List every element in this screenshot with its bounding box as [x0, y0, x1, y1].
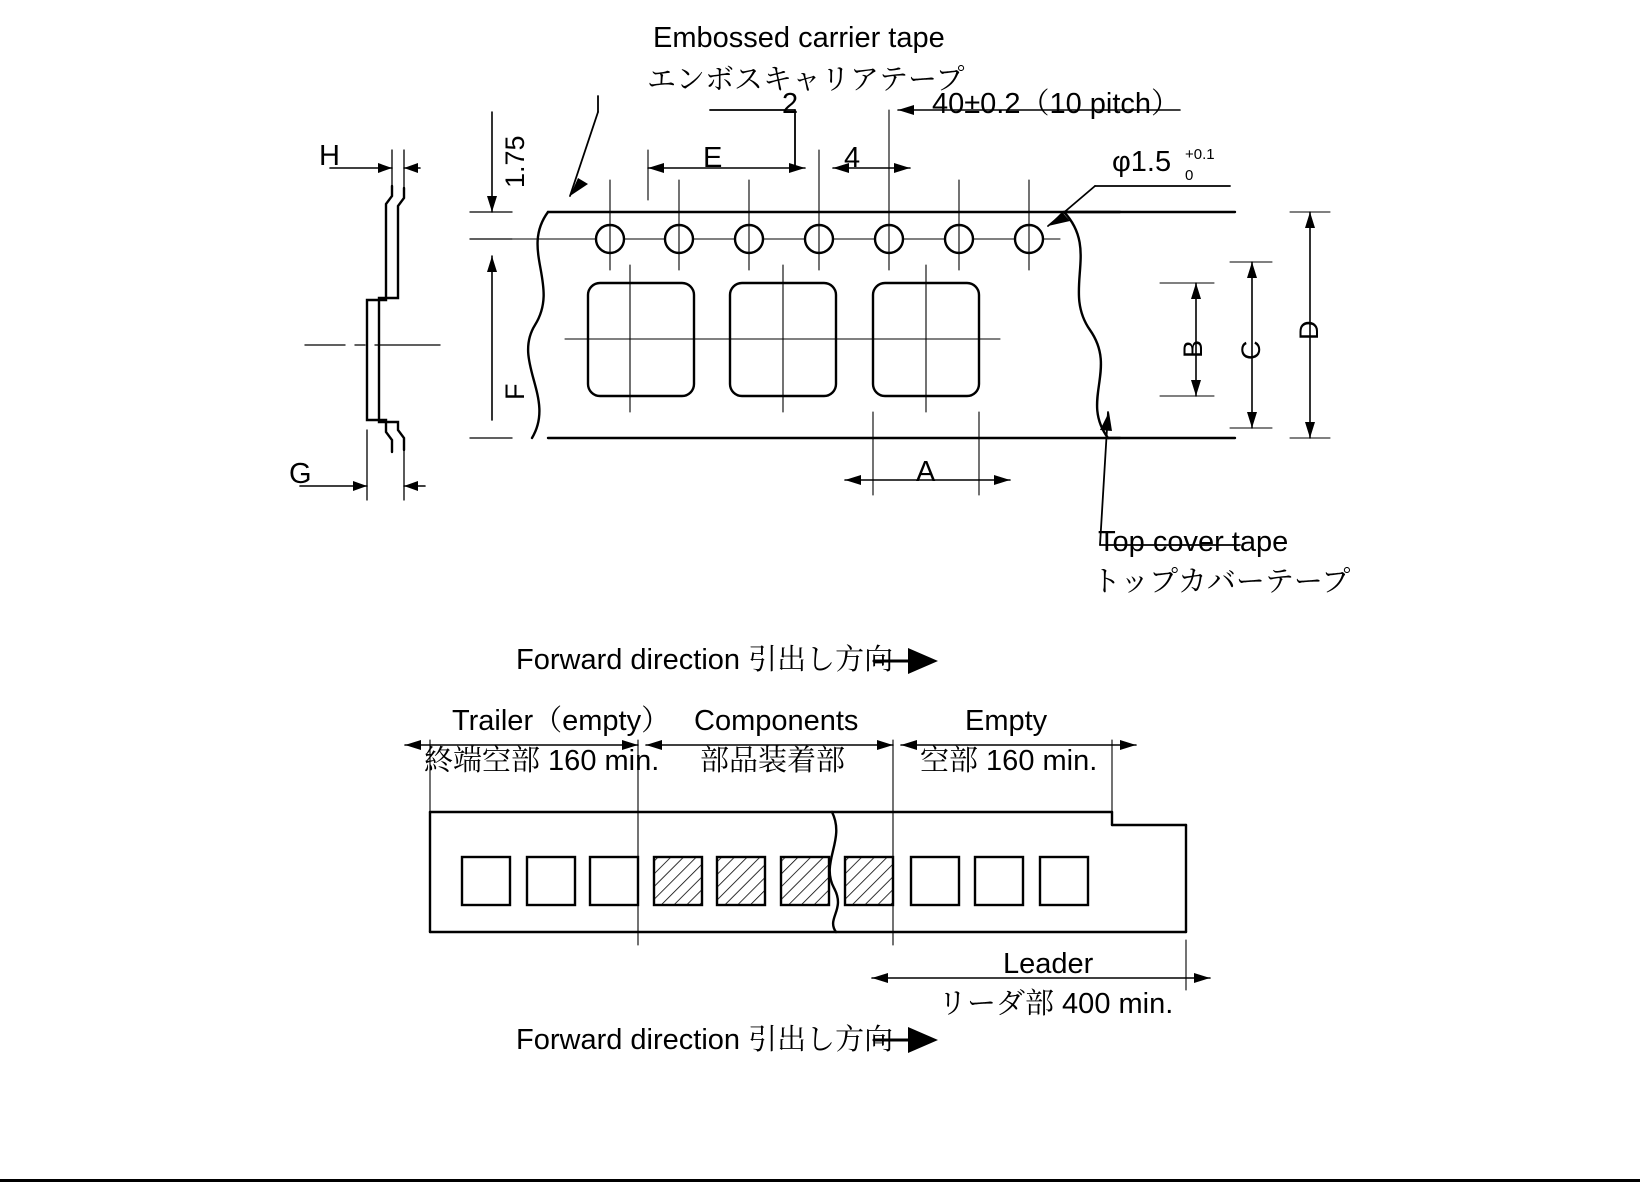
label-dim-F: F — [500, 383, 530, 400]
label-top-cover-tape-en: Top cover tape — [1098, 526, 1289, 558]
label-section-empty-en: Empty — [965, 705, 1048, 737]
label-dim-hole-diameter: φ1.5 — [1112, 146, 1172, 178]
label-dim-G: G — [289, 458, 312, 490]
label-top-cover-tape-jp: トップカバーテープ — [1092, 566, 1351, 598]
label-section-trailer-en: Trailer（empty） — [452, 705, 671, 737]
label-dim-hole-tol-lower: 0 — [1185, 167, 1194, 184]
label-dim-2: 2 — [782, 88, 799, 120]
label-dim-1-75: 1.75 — [500, 135, 530, 188]
label-dim-A: A — [916, 456, 936, 488]
label-embossed-carrier-tape-en: Embossed carrier tape — [653, 22, 945, 54]
label-section-components-jp: 部品装着部 — [700, 745, 846, 777]
label-forward-direction-top: Forward direction 引出し方向 — [516, 644, 894, 676]
label-dim-pitch: 40±0.2（10 pitch） — [932, 88, 1181, 120]
label-section-trailer-jp: 終端空部 160 min. — [424, 745, 660, 777]
label-dim-H: H — [319, 140, 340, 172]
label-leader-en: Leader — [1003, 948, 1094, 980]
label-section-components-en: Components — [694, 705, 859, 737]
label-dim-B: B — [1178, 339, 1208, 358]
label-dim-C: C — [1236, 340, 1266, 360]
label-dim-D: D — [1294, 320, 1324, 340]
label-leader-jp: リーダ部 400 min. — [938, 988, 1174, 1020]
label-dim-4: 4 — [844, 142, 861, 174]
label-dim-hole-tol-upper: +0.1 — [1185, 146, 1215, 163]
label-forward-direction-bottom: Forward direction 引出し方向 — [516, 1024, 894, 1056]
label-dim-E: E — [703, 142, 723, 174]
label-section-empty-jp: 空部 160 min. — [920, 745, 1098, 777]
label-embossed-carrier-tape-jp: エンボスキャリアテープ — [647, 64, 965, 96]
